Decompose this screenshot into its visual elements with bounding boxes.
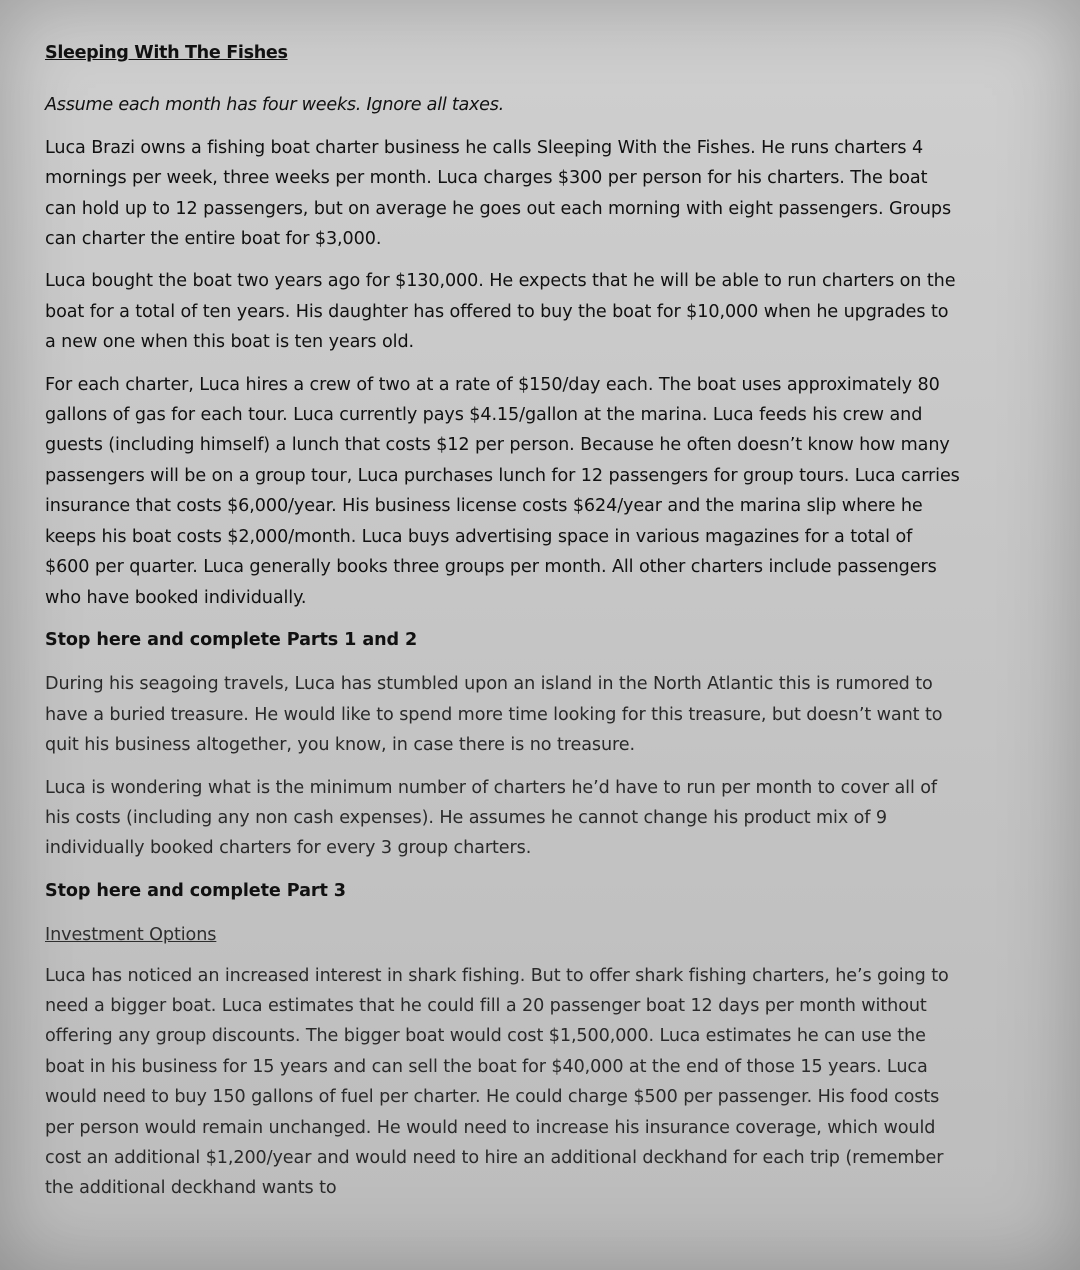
document-body bbox=[45, 34, 960, 1216]
paragraph-boat-purchase: Luca bought the boat two years ago for $130,000. He expects that he will be able to run charters on the boat for a total of ten years. His daughter has offered to buy the boat for $10,000 when he upgrades to a new one when this boat is ten years old. bbox=[45, 271, 956, 353]
paragraph-shark-fishing: Luca has noticed an increased interest in shark fishing. But to offer shark fishing charters, he’s going to need a bigger boat. Luca estimates that he could fill a 20 passenger boat 12 days per month without offering any group discounts. The bigger boat would cost $1,500,000. Luca estimates he can use the boat in his business for 15 years and can sell the boat for $40,000 at the end of those 15 years. Luca would need to buy 150 gallons of fuel per charter. He could charge $500 per passenger. His food costs per person would remain unchanged. He would need to increase his insurance coverage, which would cost an additional $1,200/year and would need to hire an additional deckhand for each trip (remember the additional deckhand wants to bbox=[45, 965, 949, 1199]
stop-instruction-part-3: Stop here and complete Part 3 bbox=[45, 880, 346, 901]
paragraph-break-even: Luca is wondering what is the minimum number of charters he’d have to run per month to cover all of his costs (including any non cash expenses). He assumes he cannot change his product mix of 9 individually booked charters for every 3 group charters. bbox=[45, 777, 937, 859]
investment-options-heading: Investment Options bbox=[45, 925, 217, 946]
stop-instruction-parts-1-2: Stop here and complete Parts 1 and 2 bbox=[45, 629, 418, 650]
paragraph-business-overview: Luca Brazi owns a fishing boat charter business he calls Sleeping With the Fishes. He runs charters 4 mornings per week, three weeks per month. Luca charges $300 per person for his charters. The boat can hold up to 12 passengers, but on average he goes out each morning with eight passengers. Groups can charter the entire boat for $3,000. bbox=[45, 137, 952, 250]
paragraph-treasure: During his seagoing travels, Luca has stumbled upon an island in the North Atlantic this is rumored to have a buried treasure. He would like to spend more time looking for this treasure, but doesn’t want to quit his business altogether, you know, in case there is no treasure. bbox=[45, 674, 943, 756]
assumption-note: Assume each month has four weeks. Ignore all taxes. bbox=[45, 95, 504, 116]
document-title: Sleeping With The Fishes bbox=[45, 43, 288, 63]
paragraph-costs: For each charter, Luca hires a crew of two at a rate of $150/day each. The boat uses approximately 80 gallons of gas for each tour. Luca currently pays $4.15/gallon at the marina. Luca feeds his crew and guests (including himself) a lunch that costs $12 per person. Because he often doesn’t know how many passengers will be on a group tour, Luca purchases lunch for 12 passengers for group tours. Luca carries insurance that costs $6,000/year. His business license costs $624/year and the marina slip where he keeps his boat costs $2,000/month. Luca buys advertising space in various magazines for a total of $600 per quarter. Luca generally books three groups per month. All other charters include passengers who have booked individually. bbox=[45, 374, 960, 608]
